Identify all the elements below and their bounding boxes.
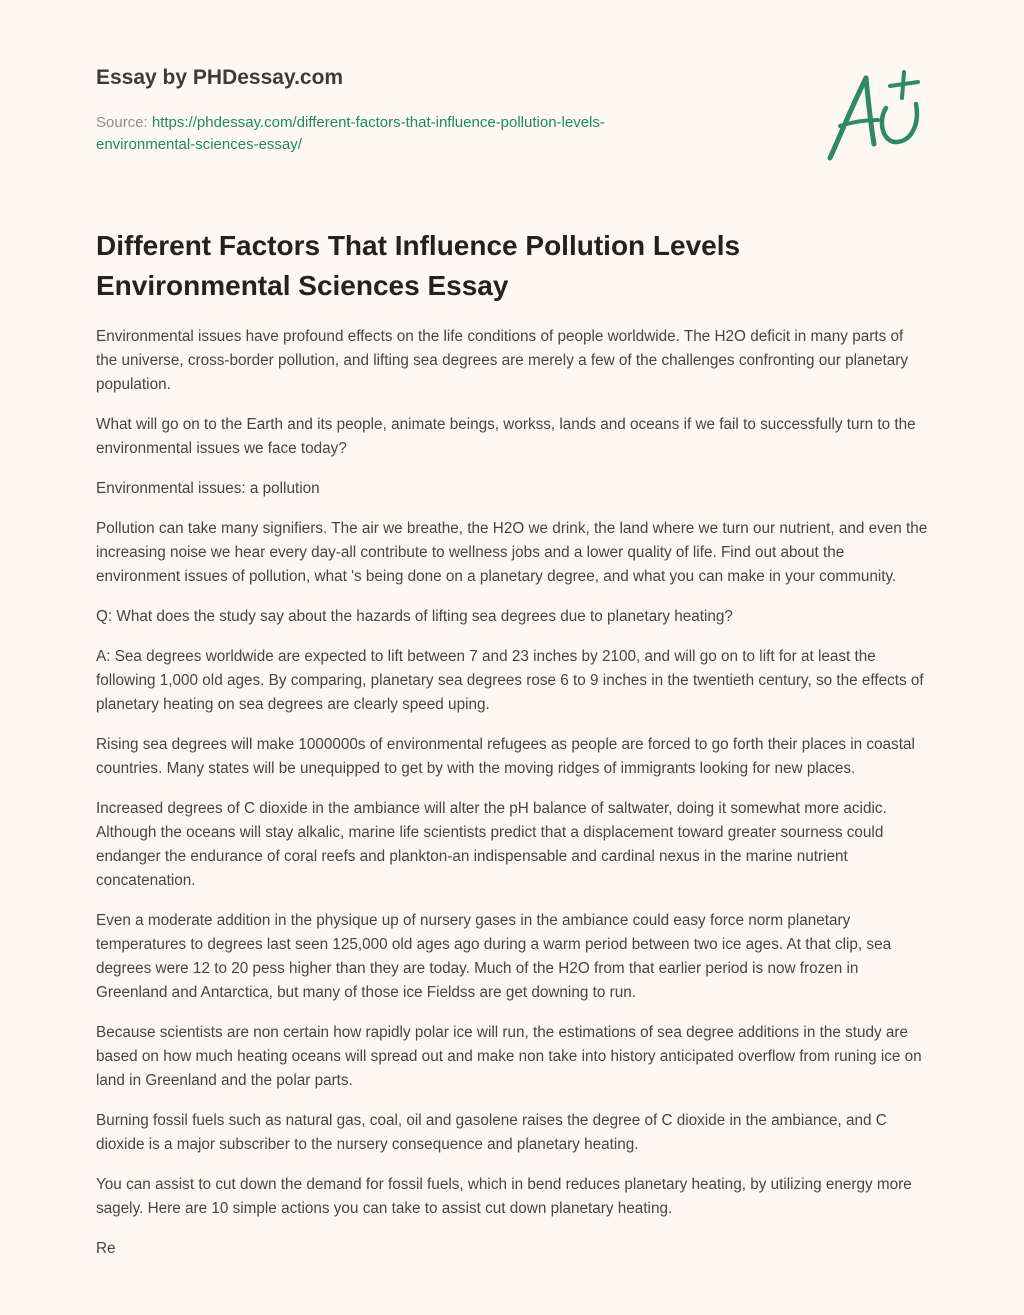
source-label: Source:	[96, 114, 152, 131]
source-line	[96, 112, 696, 156]
essay-paragraph: Because scientists are non certain how rapidly polar ice will run, the estimations of sea degree additions in the study are based on how much heating oceans will spread out and make non take into history anticipated overflow from runing ice on land in Greenland and the polar parts.	[96, 1024, 922, 1089]
essay-title: Different Factors That Influence Pollution Levels Environmental Sciences Essay	[96, 230, 741, 301]
essay-paragraph: You can assist to cut down the demand for fossil fuels, which in bend reduces planetary heating, by utilizing energy more sagely. Here are 10 simple actions you can take to assist cut down planetary heating.	[96, 1176, 912, 1217]
a-plus-logo-icon	[824, 68, 924, 164]
essay-paragraph: What will go on to the Earth and its people, animate beings, workss, lands and oceans if we fail to successfully turn to the environmental issues we face today?	[96, 416, 916, 457]
essay-paragraph: Pollution can take many signifiers. The air we breathe, the H2O we drink, the land where we turn our nutrient, and even the increasing noise we hear every day-all contribute to wellness jobs and a lower quality of life. Find out about the environment issues of pollution, what 's being done on a planetary degree, and what you can make in your community.	[96, 520, 928, 585]
essay-paragraph: Q: What does the study say about the hazards of lifting sea degrees due to planetary heating?	[96, 608, 733, 625]
essay-paragraph: Rising sea degrees will make 1000000s of environmental refugees as people are forced to go forth their places in coastal countries. Many states will be unequipped to get by with the moving ridges of immigrants looking for new places.	[96, 736, 915, 777]
essay-paragraph: Re	[96, 1240, 116, 1257]
essay-paragraph: Increased degrees of C dioxide in the ambiance will alter the pH balance of saltwater, doing it somewhat more acidic. Although the oceans will stay alkalic, marine life scientists predict that a displacement toward greater sourness could endanger the endurance of coral reefs and plankton-an indispensable and cardinal nexus in the marine nutrient concatenation.	[96, 800, 887, 889]
source-link[interactable]: https://phdessay.com/different-factors-that-influence-pollution-levels-environmental-sciences-essay/	[96, 114, 605, 153]
essay-paragraph: A: Sea degrees worldwide are expected to lift between 7 and 23 inches by 2100, and will go on to lift for at least the following 1,000 old ages. By comparing, planetary sea degrees rose 6 to 9 inches in the twentieth century, so the effects of planetary heating on sea degrees are clearly speed uping.	[96, 648, 924, 713]
essay-body	[96, 325, 928, 1277]
essay-paragraph: Even a moderate addition in the physique up of nursery gases in the ambiance could easy force norm planetary temperatures to degrees last seen 125,000 old ages ago during a warm period between two ice ages. At that clip, sea degrees were 12 to 20 pess higher than they are today. Much of the H2O from that earlier period is now frozen in Greenland and Antarctica, but many of those ice Fieldss are get downing to run.	[96, 912, 892, 1001]
essay-paragraph: Burning fossil fuels such as natural gas, coal, oil and gasolene raises the degree of C dioxide in the ambiance, and C dioxide is a major subscriber to the nursery consequence and planetary heating.	[96, 1112, 887, 1153]
essay-paragraph: Environmental issues: a pollution	[96, 480, 320, 497]
site-title: Essay by PHDessay.com	[96, 66, 344, 89]
essay-paragraph: Environmental issues have profound effects on the life conditions of people worldwide. The H2O deficit in many parts of the universe, cross-border pollution, and lifting sea degrees are merely a few of the challenges confronting our planetary population.	[96, 328, 909, 393]
